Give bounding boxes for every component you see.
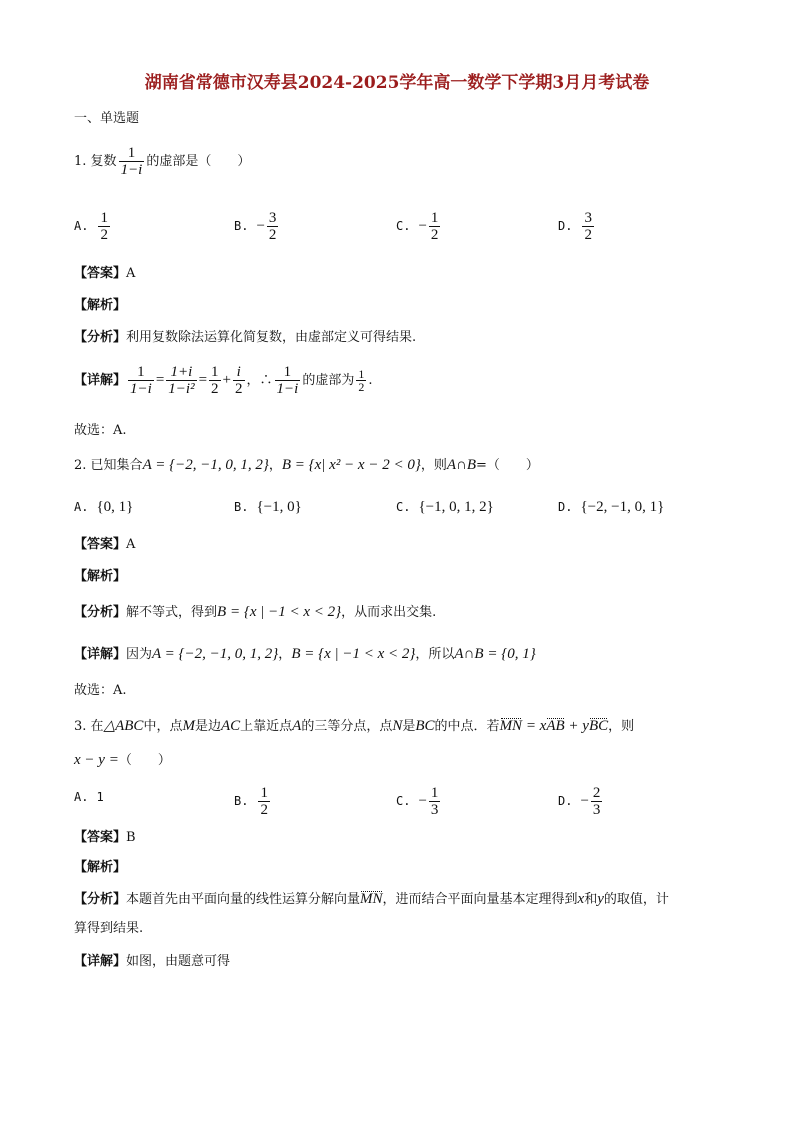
fraction-num: 1 (119, 145, 145, 162)
vector-bc: BC (588, 718, 609, 734)
fraction (166, 364, 196, 397)
fenxi-tag: 【分析】 (74, 892, 127, 907)
option-sign: − (580, 793, 589, 809)
fraction (119, 145, 145, 178)
question-1-stem (74, 145, 250, 178)
q2-option-d (558, 499, 664, 516)
q2-fenxi (74, 603, 436, 622)
fraction-den: 1−i (130, 381, 152, 397)
fenxi-text: 解不等式，得到 (126, 605, 218, 620)
fenxi-text: 和 (584, 892, 598, 907)
intersection: A∩B (446, 457, 477, 473)
stem-text: ，则 (608, 719, 635, 734)
fraction-num: 1 (430, 210, 439, 226)
stem-text: 复数 (90, 154, 117, 169)
answer-value: B (126, 830, 136, 845)
equals-sign: = (155, 372, 165, 388)
fraction-num: 2 (592, 785, 601, 801)
fenxi-text: 本题首先由平面向量的线性运算分解向量 (126, 892, 361, 907)
detail-math: A = {−2, −1, 0, 1, 2} (152, 646, 279, 662)
math-text: + y (564, 718, 589, 734)
fraction-num: 1 (275, 364, 301, 381)
fraction-num: 3 (584, 210, 592, 226)
question-3-stem (74, 717, 634, 736)
stem-text: =（ ） (476, 458, 539, 473)
fraction-den: 2 (211, 381, 219, 397)
q1-option-b (234, 210, 280, 243)
fraction (582, 210, 594, 243)
option-sign: − (256, 218, 265, 234)
fenxi-tag: 【分析】 (74, 605, 127, 620)
vector-ab: AB (546, 718, 565, 734)
comma: ， (268, 458, 282, 473)
fraction (209, 364, 221, 397)
set-a: A = {−2, −1, 0, 1, 2} (142, 457, 269, 473)
answer-tag: 【答案】 (74, 266, 127, 281)
fenxi-text: 的取值，计 (603, 892, 669, 907)
question-number: 1. (74, 154, 91, 169)
q3-option-c (396, 785, 442, 818)
fenxi-text: ，从而求出交集. (341, 605, 437, 620)
fraction-den: 2 (100, 227, 108, 243)
option-label: B. (234, 219, 249, 233)
q1-answer (74, 265, 135, 283)
choose-label: 故选： (74, 683, 114, 698)
q2-option-a (74, 499, 133, 516)
fraction-den: 3 (592, 802, 601, 818)
fraction-num: 1 (358, 367, 365, 381)
option-label: C. (396, 794, 411, 808)
q1-analysis-heading (74, 297, 126, 315)
question-number: 2. (74, 458, 91, 473)
option-text: {−1, 0} (256, 499, 302, 515)
stem-text: ，则 (420, 458, 447, 473)
option-label: D. (558, 500, 573, 514)
fraction (128, 364, 154, 397)
fenxi-tag: 【分析】 (74, 330, 127, 345)
segment-ac: AC (220, 718, 241, 734)
q3-option-b (234, 785, 272, 818)
fraction-den: 2 (235, 381, 243, 397)
fraction (233, 364, 245, 397)
option-label: C. (396, 500, 411, 514)
q1-option-a (74, 210, 112, 243)
stem-text: 中，点 (143, 719, 183, 734)
q1-fenxi (74, 329, 416, 347)
var-x: x (577, 891, 585, 907)
option-text: {−1, 0, 1, 2} (418, 499, 494, 515)
fenxi-text: ，进而结合平面向量基本定理得到 (382, 892, 578, 907)
triangle: △ABC (103, 718, 144, 734)
segment-bc: BC (415, 718, 435, 734)
q3-fenxi (74, 890, 669, 909)
choose-label: 故选： (74, 423, 114, 438)
detail-tag: 【详解】 (74, 954, 127, 969)
point-n: N (392, 718, 403, 734)
q3-option-d (558, 785, 604, 818)
fraction (429, 210, 441, 243)
fraction-num: 1+i (166, 364, 196, 381)
fraction-den: 1−i (120, 162, 143, 178)
q1-option-d (558, 210, 596, 243)
equals-sign: = (198, 372, 208, 388)
answer-value: A (126, 537, 136, 552)
fraction-num: 1 (128, 364, 154, 381)
detail-math: B = {x | −1 < x < 2} (291, 646, 416, 662)
detail-text: ，所以 (415, 647, 455, 662)
fraction-num: 1 (100, 210, 108, 226)
q2-analysis-heading (74, 568, 126, 586)
option-label: A. (74, 500, 89, 514)
fraction-den: 2 (268, 227, 277, 243)
fraction (267, 210, 279, 243)
q2-option-b (234, 499, 302, 516)
q1-option-c (396, 210, 442, 243)
fraction-den: 1−i² (168, 381, 195, 397)
fraction-den: 2 (260, 802, 268, 818)
q2-detail (74, 645, 536, 664)
question-3-stem-line2 (74, 751, 171, 770)
fraction-num: i (233, 364, 245, 381)
q2-answer (74, 536, 135, 554)
option-label: B. (234, 500, 249, 514)
q3-option-a (74, 790, 104, 805)
detail-text: 如图，由题意可得 (126, 954, 231, 969)
option-label: B. (234, 794, 249, 808)
option-label: C. (396, 219, 411, 233)
detail-tag: 【详解】 (74, 373, 127, 388)
choose-value: A. (113, 423, 127, 438)
detail-text: 因为 (126, 647, 153, 662)
fraction-num: 1 (260, 785, 268, 801)
q3-detail (74, 953, 230, 971)
option-label: D. (558, 219, 573, 233)
stem-text: 是边 (194, 719, 221, 734)
fenxi-math: B = {x | −1 < x < 2} (217, 604, 342, 620)
q3-answer (74, 829, 136, 847)
detail-text: 的虚部为 (302, 373, 355, 388)
vector-mn: MN (499, 718, 523, 734)
option-label: A. (74, 790, 89, 804)
option-sign: − (418, 218, 427, 234)
option-sign: − (418, 793, 427, 809)
fraction (275, 364, 301, 397)
stem-text: 的中点．若 (434, 719, 500, 734)
detail-text: ， (278, 647, 292, 662)
fraction (429, 785, 441, 818)
analysis-tag: 【解析】 (74, 860, 127, 875)
stem-text: 的三等分点，点 (301, 719, 393, 734)
analysis-tag: 【解析】 (74, 569, 127, 584)
fraction-den: 2 (430, 227, 439, 243)
stem-text: 在 (90, 719, 104, 734)
choose-value: A. (113, 683, 127, 698)
math-text: x − y = (74, 752, 119, 768)
option-text: 1 (96, 790, 104, 804)
answer-value: A (126, 266, 136, 281)
stem-text: 上靠近点 (240, 719, 293, 734)
set-b: B = {x| x² − x − 2 < 0} (281, 457, 421, 473)
fraction-den: 2 (584, 227, 592, 243)
math-text: = x (522, 718, 547, 734)
fraction (356, 368, 366, 393)
fraction-num: 1 (211, 364, 219, 380)
fraction-num: 1 (430, 785, 439, 801)
fenxi-text: 利用复数除法运算化简复数，由虚部定义可得结果. (126, 330, 417, 345)
q2-choose (74, 682, 127, 700)
stem-text: 已知集合 (90, 458, 143, 473)
answer-tag: 【答案】 (74, 830, 127, 845)
option-text: {−2, −1, 0, 1} (580, 499, 665, 515)
page-title: 湖南省常德市汉寿县2024-2025学年高一数学下学期3月月考试卷 (144, 73, 650, 93)
plus-sign: + (222, 372, 232, 388)
point-m: M (182, 718, 195, 734)
stem-text: （ ） (118, 753, 171, 768)
q1-detail (74, 364, 372, 397)
var-y: y (597, 891, 604, 907)
q2-option-c (396, 499, 494, 516)
fraction-den: 2 (358, 380, 365, 394)
detail-math: A∩B = {0, 1} (454, 646, 536, 662)
stem-text: 是 (402, 719, 416, 734)
fraction (591, 785, 603, 818)
fraction-den: 1−i (276, 381, 299, 397)
question-2-stem (74, 456, 539, 475)
vector-mn: MN (360, 891, 383, 907)
answer-tag: 【答案】 (74, 537, 127, 552)
q3-analysis-heading (74, 859, 126, 877)
option-label: D. (558, 794, 573, 808)
question-number: 3. (74, 719, 91, 734)
fraction (98, 210, 110, 243)
option-text: {0, 1} (96, 499, 134, 515)
q1-choose (74, 422, 127, 440)
q3-fenxi-line2: 算得到结果. (74, 921, 144, 936)
analysis-tag: 【解析】 (74, 298, 127, 313)
detail-tag: 【详解】 (74, 647, 127, 662)
fraction-den: 3 (430, 802, 439, 818)
fraction (258, 785, 270, 818)
point-a: A (292, 718, 302, 734)
section-heading: 一、单选题 (74, 111, 140, 126)
period: . (368, 373, 373, 388)
therefore-sign: ，∴ (246, 373, 273, 388)
stem-text: 的虚部是（ ） (146, 154, 251, 169)
option-label: A. (74, 219, 89, 233)
fraction-num: 3 (268, 210, 277, 226)
